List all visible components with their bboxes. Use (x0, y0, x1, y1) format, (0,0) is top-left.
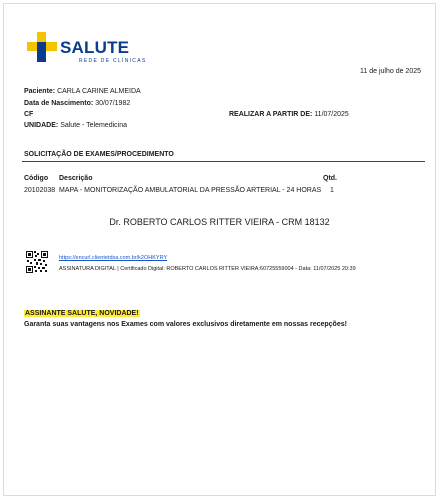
birth-date-value: 30/07/1982 (95, 100, 131, 107)
patient-name-label: Paciente: (24, 88, 56, 95)
promo-text: Garanta suas vantagens nos Exames com valores exclusivos diretamente em nossas recepções! (24, 321, 347, 328)
unit-label: UNIDADE: (24, 122, 59, 129)
patient-name-row (24, 88, 141, 95)
promo-title: ASSINANTE SALUTE, NOVIDADE! (25, 310, 139, 317)
section-title: SOLICITAÇÃO DE EXAMES/PROCEDIMENTO (24, 151, 174, 158)
salute-logo (26, 30, 147, 66)
realizar-label: REALIZAR A PARTIR DE: (229, 111, 313, 118)
unit-value: Salute - Telemedicina (60, 122, 127, 129)
document-page (3, 3, 436, 496)
cf-label: CF (24, 111, 34, 118)
section-divider (22, 161, 425, 162)
column-header-description: Descrição (59, 175, 93, 182)
unit-row (24, 122, 127, 129)
column-header-qty: Qtd. (323, 175, 337, 182)
digital-signature-text: ASSINATURA DIGITAL | Certificado Digital: ROBERTO CARLOS RITTER VIEIRA:60725559004 - Data: 11/07/2025 20:39 (59, 266, 356, 272)
realizar-value: 11/07/2025 (314, 111, 349, 118)
column-header-code: Código (24, 175, 49, 182)
qr-code-icon (26, 251, 48, 273)
logo-name: SALUTE (60, 38, 130, 57)
salute-cross-logo-icon (26, 30, 58, 64)
exam-qty: 1 (330, 187, 334, 194)
exam-code: 20102038 (24, 187, 56, 194)
logo-subtitle: REDE DE CLÍNICAS (79, 58, 147, 64)
birth-date-row (24, 100, 130, 107)
exam-description: MAPA - MONITORIZAÇÃO AMBULATORIAL DA PRESSÃO ARTERIAL - 24 HORAS (59, 187, 322, 194)
birth-date-label: Data de Nascimento: (24, 100, 94, 107)
doctor-name: Dr. ROBERTO CARLOS RITTER VIEIRA - CRM 18132 (109, 217, 330, 227)
signature-link[interactable]: https://encurl.clientetdsa.com.br/k2OHKYRY (59, 255, 168, 261)
cf-row (24, 111, 33, 118)
realizar-row (229, 111, 349, 118)
document-date: 11 de julho de 2025 (360, 68, 421, 75)
patient-name-value: CARLA CARINE ALMEIDA (57, 88, 141, 95)
